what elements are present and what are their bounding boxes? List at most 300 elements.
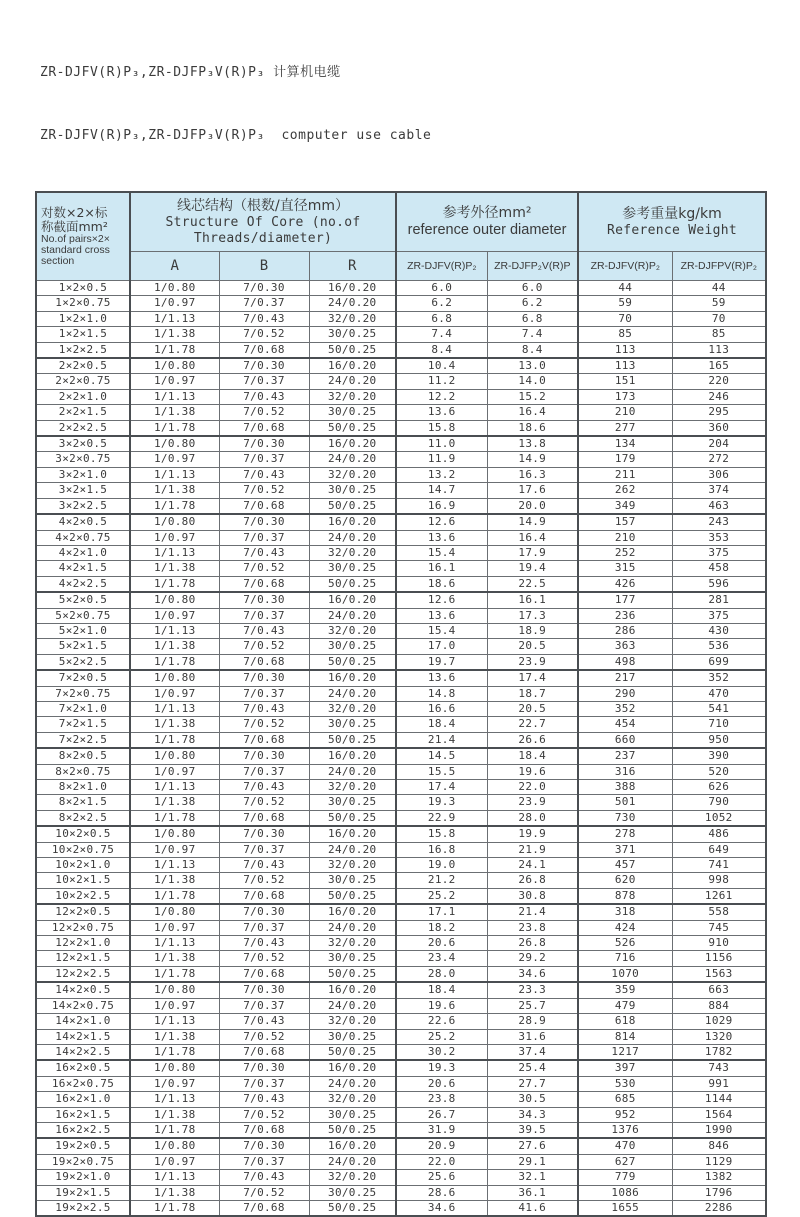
row-label: 1×2×0.5 bbox=[36, 281, 130, 296]
cell: 22.7 bbox=[487, 717, 578, 732]
cell: 50/0.25 bbox=[309, 810, 396, 826]
cell: 1/0.80 bbox=[130, 1060, 219, 1076]
cell: 1/0.80 bbox=[130, 514, 219, 530]
row-label: 19×2×1.5 bbox=[36, 1185, 130, 1200]
cell: 14.0 bbox=[487, 374, 578, 389]
cell: 541 bbox=[672, 701, 766, 716]
cell: 24/0.20 bbox=[309, 530, 396, 545]
cell: 19.9 bbox=[487, 826, 578, 842]
cell: 134 bbox=[578, 436, 672, 452]
row-label: 7×2×1.0 bbox=[36, 701, 130, 716]
cell: 24.1 bbox=[487, 858, 578, 873]
cell: 16.4 bbox=[487, 530, 578, 545]
cell: 7/0.43 bbox=[219, 780, 309, 795]
cell: 1/0.80 bbox=[130, 436, 219, 452]
cell: 25.6 bbox=[396, 1170, 487, 1185]
cell: 1/0.80 bbox=[130, 358, 219, 374]
cell: 8.4 bbox=[487, 342, 578, 358]
cell: 14.9 bbox=[487, 452, 578, 467]
cell: 19.0 bbox=[396, 858, 487, 873]
subheader-od-zr-djfv: ZR-DJFV(R)P₂ bbox=[396, 252, 487, 281]
cell: 31.9 bbox=[396, 1122, 487, 1138]
cell: 7/0.43 bbox=[219, 858, 309, 873]
cell: 15.8 bbox=[396, 420, 487, 436]
cell: 7/0.52 bbox=[219, 1029, 309, 1044]
cell: 7/0.30 bbox=[219, 748, 309, 764]
cell: 25.2 bbox=[396, 888, 487, 904]
cell: 50/0.25 bbox=[309, 1122, 396, 1138]
row-label: 14×2×1.0 bbox=[36, 1014, 130, 1029]
cell: 743 bbox=[672, 1060, 766, 1076]
cell: 24/0.20 bbox=[309, 920, 396, 935]
header-row-main bbox=[36, 192, 766, 252]
row-label: 3×2×1.0 bbox=[36, 467, 130, 482]
header-reference-weight bbox=[578, 192, 766, 252]
cell: 1/1.38 bbox=[130, 483, 219, 498]
cell: 16.1 bbox=[487, 592, 578, 608]
row-label: 12×2×1.5 bbox=[36, 951, 130, 966]
table-row bbox=[36, 1060, 766, 1076]
table-row bbox=[36, 1138, 766, 1154]
cell: 10.4 bbox=[396, 358, 487, 374]
cell: 30.5 bbox=[487, 1092, 578, 1107]
cell: 430 bbox=[672, 623, 766, 638]
cell: 1/1.13 bbox=[130, 623, 219, 638]
cell: 44 bbox=[672, 281, 766, 296]
cell: 1/0.80 bbox=[130, 748, 219, 764]
cell: 23.4 bbox=[396, 951, 487, 966]
cell: 286 bbox=[578, 623, 672, 638]
cell: 618 bbox=[578, 1014, 672, 1029]
cell: 7/0.52 bbox=[219, 327, 309, 342]
row-label: 16×2×0.5 bbox=[36, 1060, 130, 1076]
row-label: 14×2×0.5 bbox=[36, 982, 130, 998]
cell: 32/0.20 bbox=[309, 623, 396, 638]
cell: 7/0.30 bbox=[219, 358, 309, 374]
cell: 998 bbox=[672, 873, 766, 888]
cell: 371 bbox=[578, 842, 672, 857]
row-label: 16×2×1.0 bbox=[36, 1092, 130, 1107]
row-label: 2×2×2.5 bbox=[36, 420, 130, 436]
row-label: 4×2×2.5 bbox=[36, 576, 130, 592]
cell: 7/0.52 bbox=[219, 717, 309, 732]
cell: 7/0.37 bbox=[219, 296, 309, 311]
cell: 7/0.68 bbox=[219, 1044, 309, 1060]
header-outer-diameter-zh: 参考外径mm² bbox=[442, 205, 532, 221]
cell: 13.6 bbox=[396, 608, 487, 623]
cell: 18.6 bbox=[396, 576, 487, 592]
cell: 424 bbox=[578, 920, 672, 935]
cell: 13.8 bbox=[487, 436, 578, 452]
cell: 36.1 bbox=[487, 1185, 578, 1200]
cell: 7/0.68 bbox=[219, 1200, 309, 1216]
row-label: 10×2×2.5 bbox=[36, 888, 130, 904]
cell: 16/0.20 bbox=[309, 358, 396, 374]
cell: 7/0.37 bbox=[219, 1154, 309, 1169]
row-label: 5×2×1.0 bbox=[36, 623, 130, 638]
table-row bbox=[36, 545, 766, 560]
cell: 1052 bbox=[672, 810, 766, 826]
cell: 360 bbox=[672, 420, 766, 436]
subheader-a: A bbox=[130, 252, 219, 281]
cell: 24/0.20 bbox=[309, 686, 396, 701]
cell: 454 bbox=[578, 717, 672, 732]
cell: 30/0.25 bbox=[309, 951, 396, 966]
cell: 1655 bbox=[578, 1200, 672, 1216]
cell: 6.0 bbox=[396, 281, 487, 296]
cell: 1/1.38 bbox=[130, 327, 219, 342]
cell: 210 bbox=[578, 530, 672, 545]
cell: 1796 bbox=[672, 1185, 766, 1200]
cell: 1/1.38 bbox=[130, 1185, 219, 1200]
cell: 1086 bbox=[578, 1185, 672, 1200]
cell: 7/0.52 bbox=[219, 483, 309, 498]
table-row bbox=[36, 342, 766, 358]
cell: 113 bbox=[672, 342, 766, 358]
cell: 17.0 bbox=[396, 639, 487, 654]
cell: 316 bbox=[578, 764, 672, 779]
table-row bbox=[36, 576, 766, 592]
header-pairs-cross-section bbox=[36, 192, 130, 281]
cell: 14.8 bbox=[396, 686, 487, 701]
cell: 277 bbox=[578, 420, 672, 436]
cable-spec-table bbox=[35, 191, 767, 1217]
cell: 306 bbox=[672, 467, 766, 482]
row-label: 12×2×0.5 bbox=[36, 904, 130, 920]
cell: 30/0.25 bbox=[309, 717, 396, 732]
cell: 24/0.20 bbox=[309, 842, 396, 857]
cell: 28.6 bbox=[396, 1185, 487, 1200]
cell: 30.8 bbox=[487, 888, 578, 904]
cell: 7/0.37 bbox=[219, 842, 309, 857]
table-row bbox=[36, 1029, 766, 1044]
cell: 1/1.38 bbox=[130, 951, 219, 966]
row-label: 10×2×1.5 bbox=[36, 873, 130, 888]
cell: 7/0.43 bbox=[219, 623, 309, 638]
cell: 6.0 bbox=[487, 281, 578, 296]
cell: 470 bbox=[672, 686, 766, 701]
table-row bbox=[36, 405, 766, 420]
table-row bbox=[36, 904, 766, 920]
cell: 246 bbox=[672, 389, 766, 404]
cell: 363 bbox=[578, 639, 672, 654]
cell: 7/0.68 bbox=[219, 420, 309, 436]
cell: 16/0.20 bbox=[309, 1138, 396, 1154]
cell: 16/0.20 bbox=[309, 982, 396, 998]
cell: 236 bbox=[578, 608, 672, 623]
cell: 11.0 bbox=[396, 436, 487, 452]
header-col1-line: section bbox=[41, 255, 75, 267]
cell: 318 bbox=[578, 904, 672, 920]
cell: 8.4 bbox=[396, 342, 487, 358]
table-row bbox=[36, 748, 766, 764]
cell: 7.4 bbox=[487, 327, 578, 342]
cell: 16/0.20 bbox=[309, 826, 396, 842]
row-label: 1×2×1.0 bbox=[36, 311, 130, 326]
table-row bbox=[36, 951, 766, 966]
cell: 1/1.13 bbox=[130, 1014, 219, 1029]
cell: 44 bbox=[578, 281, 672, 296]
row-label: 14×2×2.5 bbox=[36, 1044, 130, 1060]
cell: 1/1.13 bbox=[130, 311, 219, 326]
table-row bbox=[36, 873, 766, 888]
cell: 23.3 bbox=[487, 982, 578, 998]
cell: 16/0.20 bbox=[309, 592, 396, 608]
cell: 7/0.30 bbox=[219, 436, 309, 452]
row-label: 4×2×1.5 bbox=[36, 561, 130, 576]
row-label: 8×2×2.5 bbox=[36, 810, 130, 826]
cell: 13.6 bbox=[396, 405, 487, 420]
cell: 7/0.37 bbox=[219, 608, 309, 623]
cell: 16/0.20 bbox=[309, 281, 396, 296]
cell: 1564 bbox=[672, 1107, 766, 1122]
cell: 710 bbox=[672, 717, 766, 732]
table-row bbox=[36, 982, 766, 998]
cell: 1/1.13 bbox=[130, 1092, 219, 1107]
cell: 1070 bbox=[578, 966, 672, 982]
cell: 29.2 bbox=[487, 951, 578, 966]
cell: 315 bbox=[578, 561, 672, 576]
row-label: 7×2×0.5 bbox=[36, 670, 130, 686]
cell: 1029 bbox=[672, 1014, 766, 1029]
cell: 50/0.25 bbox=[309, 420, 396, 436]
cell: 165 bbox=[672, 358, 766, 374]
row-label: 2×2×1.5 bbox=[36, 405, 130, 420]
cell: 1/1.78 bbox=[130, 732, 219, 748]
cell: 32/0.20 bbox=[309, 545, 396, 560]
cell: 463 bbox=[672, 498, 766, 514]
cell: 32/0.20 bbox=[309, 389, 396, 404]
row-label: 12×2×2.5 bbox=[36, 966, 130, 982]
cell: 745 bbox=[672, 920, 766, 935]
cell: 716 bbox=[578, 951, 672, 966]
cell: 30.2 bbox=[396, 1044, 487, 1060]
cell: 12.6 bbox=[396, 592, 487, 608]
cell: 1/0.97 bbox=[130, 608, 219, 623]
cell: 779 bbox=[578, 1170, 672, 1185]
cell: 18.7 bbox=[487, 686, 578, 701]
row-label: 5×2×2.5 bbox=[36, 654, 130, 670]
cell: 1/1.78 bbox=[130, 1044, 219, 1060]
subheader-wt-zr-djfpv: ZR-DJFPV(R)P₂ bbox=[672, 252, 766, 281]
cell: 910 bbox=[672, 936, 766, 951]
cell: 30/0.25 bbox=[309, 639, 396, 654]
table-row bbox=[36, 639, 766, 654]
cell: 1/0.97 bbox=[130, 530, 219, 545]
cell: 272 bbox=[672, 452, 766, 467]
cell: 7/0.30 bbox=[219, 904, 309, 920]
cell: 22.6 bbox=[396, 1014, 487, 1029]
header-col1-line: 称截面mm² bbox=[41, 219, 108, 234]
cell: 24/0.20 bbox=[309, 296, 396, 311]
cell: 15.4 bbox=[396, 623, 487, 638]
cell: 85 bbox=[672, 327, 766, 342]
cell: 7/0.43 bbox=[219, 545, 309, 560]
cell: 24/0.20 bbox=[309, 374, 396, 389]
cell: 13.0 bbox=[487, 358, 578, 374]
cell: 220 bbox=[672, 374, 766, 389]
cell: 11.9 bbox=[396, 452, 487, 467]
cell: 1/0.97 bbox=[130, 1076, 219, 1091]
cell: 16.6 bbox=[396, 701, 487, 716]
table-row bbox=[36, 1200, 766, 1216]
header-structure-of-core bbox=[130, 192, 396, 252]
cell: 41.6 bbox=[487, 1200, 578, 1216]
cell: 20.0 bbox=[487, 498, 578, 514]
cell: 352 bbox=[672, 670, 766, 686]
cell: 1/1.38 bbox=[130, 1029, 219, 1044]
table-row bbox=[36, 717, 766, 732]
row-label: 10×2×0.5 bbox=[36, 826, 130, 842]
cell: 278 bbox=[578, 826, 672, 842]
table-row bbox=[36, 592, 766, 608]
table-row bbox=[36, 826, 766, 842]
cell: 458 bbox=[672, 561, 766, 576]
cell: 179 bbox=[578, 452, 672, 467]
table-row bbox=[36, 483, 766, 498]
cell: 7/0.37 bbox=[219, 374, 309, 389]
cell: 50/0.25 bbox=[309, 498, 396, 514]
row-label: 8×2×1.0 bbox=[36, 780, 130, 795]
cell: 16.9 bbox=[396, 498, 487, 514]
cell: 20.5 bbox=[487, 639, 578, 654]
table-row bbox=[36, 420, 766, 436]
cell: 649 bbox=[672, 842, 766, 857]
cell: 479 bbox=[578, 998, 672, 1013]
cell: 375 bbox=[672, 608, 766, 623]
row-label: 3×2×0.75 bbox=[36, 452, 130, 467]
cell: 1320 bbox=[672, 1029, 766, 1044]
cell: 2286 bbox=[672, 1200, 766, 1216]
cell: 20.9 bbox=[396, 1138, 487, 1154]
cell: 470 bbox=[578, 1138, 672, 1154]
cell: 17.1 bbox=[396, 904, 487, 920]
table-row bbox=[36, 623, 766, 638]
cell: 530 bbox=[578, 1076, 672, 1091]
cell: 17.3 bbox=[487, 608, 578, 623]
cell: 1/0.97 bbox=[130, 764, 219, 779]
cell: 1/1.13 bbox=[130, 467, 219, 482]
header-structure-zh: 线芯结构（根数/直径mm） bbox=[177, 197, 349, 214]
cell: 884 bbox=[672, 998, 766, 1013]
cell: 85 bbox=[578, 327, 672, 342]
cell: 7/0.37 bbox=[219, 1076, 309, 1091]
cell: 7/0.30 bbox=[219, 982, 309, 998]
cell: 1/1.38 bbox=[130, 561, 219, 576]
cell: 1/0.97 bbox=[130, 842, 219, 857]
cell: 7/0.43 bbox=[219, 701, 309, 716]
cell: 13.6 bbox=[396, 530, 487, 545]
cell: 7/0.43 bbox=[219, 389, 309, 404]
cell: 375 bbox=[672, 545, 766, 560]
cell: 32/0.20 bbox=[309, 311, 396, 326]
cell: 11.2 bbox=[396, 374, 487, 389]
page-title bbox=[0, 0, 800, 188]
cell: 32/0.20 bbox=[309, 936, 396, 951]
cell: 1/1.38 bbox=[130, 1107, 219, 1122]
cell: 1144 bbox=[672, 1092, 766, 1107]
cell: 32/0.20 bbox=[309, 780, 396, 795]
cell: 7/0.43 bbox=[219, 467, 309, 482]
table-row bbox=[36, 780, 766, 795]
cell: 30/0.25 bbox=[309, 327, 396, 342]
cell: 1/0.80 bbox=[130, 281, 219, 296]
table-row bbox=[36, 374, 766, 389]
cell: 397 bbox=[578, 1060, 672, 1076]
cell: 660 bbox=[578, 732, 672, 748]
cell: 16/0.20 bbox=[309, 436, 396, 452]
table-row bbox=[36, 966, 766, 982]
row-label: 8×2×1.5 bbox=[36, 795, 130, 810]
table-row bbox=[36, 514, 766, 530]
cell: 349 bbox=[578, 498, 672, 514]
cell: 1/0.80 bbox=[130, 1138, 219, 1154]
cell: 16/0.20 bbox=[309, 904, 396, 920]
row-label: 2×2×0.75 bbox=[36, 374, 130, 389]
cell: 50/0.25 bbox=[309, 576, 396, 592]
cell: 211 bbox=[578, 467, 672, 482]
cell: 457 bbox=[578, 858, 672, 873]
cell: 6.2 bbox=[396, 296, 487, 311]
cell: 1/1.38 bbox=[130, 795, 219, 810]
cell: 7/0.37 bbox=[219, 998, 309, 1013]
cell: 19.6 bbox=[487, 764, 578, 779]
cell: 1/1.13 bbox=[130, 701, 219, 716]
cell: 741 bbox=[672, 858, 766, 873]
cell: 177 bbox=[578, 592, 672, 608]
cell: 1/0.97 bbox=[130, 998, 219, 1013]
cell: 22.0 bbox=[487, 780, 578, 795]
cell: 7/0.52 bbox=[219, 405, 309, 420]
cell: 113 bbox=[578, 342, 672, 358]
cell: 1/1.38 bbox=[130, 873, 219, 888]
table-row bbox=[36, 498, 766, 514]
cell: 1/1.78 bbox=[130, 1200, 219, 1216]
cell: 501 bbox=[578, 795, 672, 810]
cell: 32/0.20 bbox=[309, 1092, 396, 1107]
cell: 7/0.37 bbox=[219, 920, 309, 935]
cell: 204 bbox=[672, 436, 766, 452]
cell: 12.6 bbox=[396, 514, 487, 530]
table-row bbox=[36, 920, 766, 935]
header-outer-diameter-en: reference outer diameter bbox=[407, 222, 567, 238]
cell: 730 bbox=[578, 810, 672, 826]
cell: 1/1.13 bbox=[130, 858, 219, 873]
table-row bbox=[36, 327, 766, 342]
cell: 20.6 bbox=[396, 1076, 487, 1091]
table-row bbox=[36, 1170, 766, 1185]
cell: 23.9 bbox=[487, 654, 578, 670]
cell: 352 bbox=[578, 701, 672, 716]
cell: 353 bbox=[672, 530, 766, 545]
row-label: 16×2×2.5 bbox=[36, 1122, 130, 1138]
cell: 7/0.52 bbox=[219, 1185, 309, 1200]
cell: 1/0.80 bbox=[130, 592, 219, 608]
cell: 1/0.97 bbox=[130, 374, 219, 389]
cell: 1/1.78 bbox=[130, 1122, 219, 1138]
cell: 1/1.38 bbox=[130, 717, 219, 732]
cell: 846 bbox=[672, 1138, 766, 1154]
table-row bbox=[36, 701, 766, 716]
cell: 18.4 bbox=[487, 748, 578, 764]
cell: 7/0.37 bbox=[219, 452, 309, 467]
cell: 50/0.25 bbox=[309, 1044, 396, 1060]
table-row bbox=[36, 842, 766, 857]
cell: 7/0.43 bbox=[219, 936, 309, 951]
cell: 21.4 bbox=[487, 904, 578, 920]
cell: 13.2 bbox=[396, 467, 487, 482]
cell: 1/0.97 bbox=[130, 920, 219, 935]
